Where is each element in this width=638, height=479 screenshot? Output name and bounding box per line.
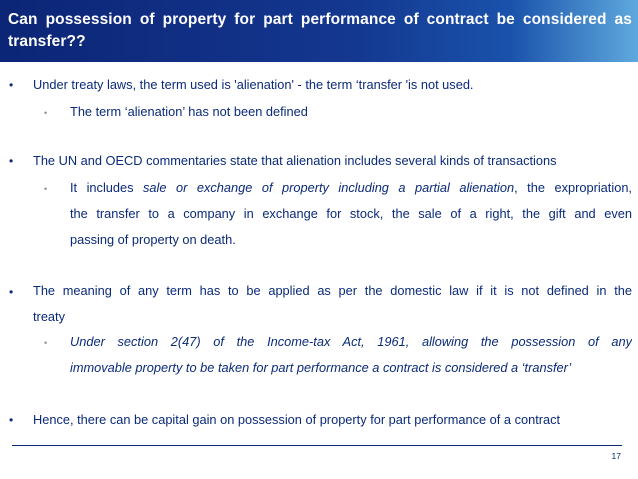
bullet-3-sub-1-line-1: Under section 2(47) of the Income-tax Act, 1961, allowing the possession of any bbox=[70, 334, 632, 349]
sub-bullet-marker: • bbox=[44, 338, 48, 348]
bullet-2-sub-1-italic: sale or exchange of property including a partial alienation bbox=[143, 180, 515, 195]
bullet-3-sub-1-line-2: immovable property to be taken for part performance a contract is considered a ‘transfer’ bbox=[70, 360, 572, 375]
bullet-2-sub-1-prefix: It includes bbox=[70, 180, 144, 195]
bullet-3-line-2: treaty bbox=[33, 309, 66, 324]
page-number: 17 bbox=[611, 451, 621, 461]
footer-divider bbox=[12, 445, 622, 446]
bullet-marker: • bbox=[9, 285, 14, 299]
slide-title: Can possession of property for part performance of contract be considered as transfer?? bbox=[8, 11, 632, 50]
bullet-2-sub-1-line-3: passing of property on death. bbox=[70, 232, 236, 247]
bullet-4-text: Hence, there can be capital gain on possession of property for part performance of a contract bbox=[33, 412, 561, 427]
bullet-marker: • bbox=[9, 413, 14, 427]
bullet-2-sub-1-rest: , the expropriation, bbox=[514, 180, 632, 195]
bullet-2-sub-1-line-1 bbox=[70, 180, 632, 198]
bullet-marker: • bbox=[9, 154, 14, 168]
bullet-marker: • bbox=[9, 78, 14, 92]
sub-bullet-marker: • bbox=[44, 108, 48, 118]
bullet-1-sub-1-text: The term ‘alienation’ has not been defined bbox=[70, 104, 308, 119]
sub-bullet-marker: • bbox=[44, 184, 48, 194]
bullet-1-text: Under treaty laws, the term used is 'alienation' - the term ‘transfer 'is not used. bbox=[33, 77, 474, 92]
bullet-2-text: The UN and OECD commentaries state that alienation includes several kinds of transactions bbox=[33, 153, 557, 168]
bullet-3-line-1: The meaning of any term has to be applied as per the domestic law if it is not defined in the bbox=[33, 283, 632, 298]
bullet-2-sub-1-line-2: the transfer to a company in exchange for stock, the sale of a right, the gift and even bbox=[70, 206, 632, 221]
